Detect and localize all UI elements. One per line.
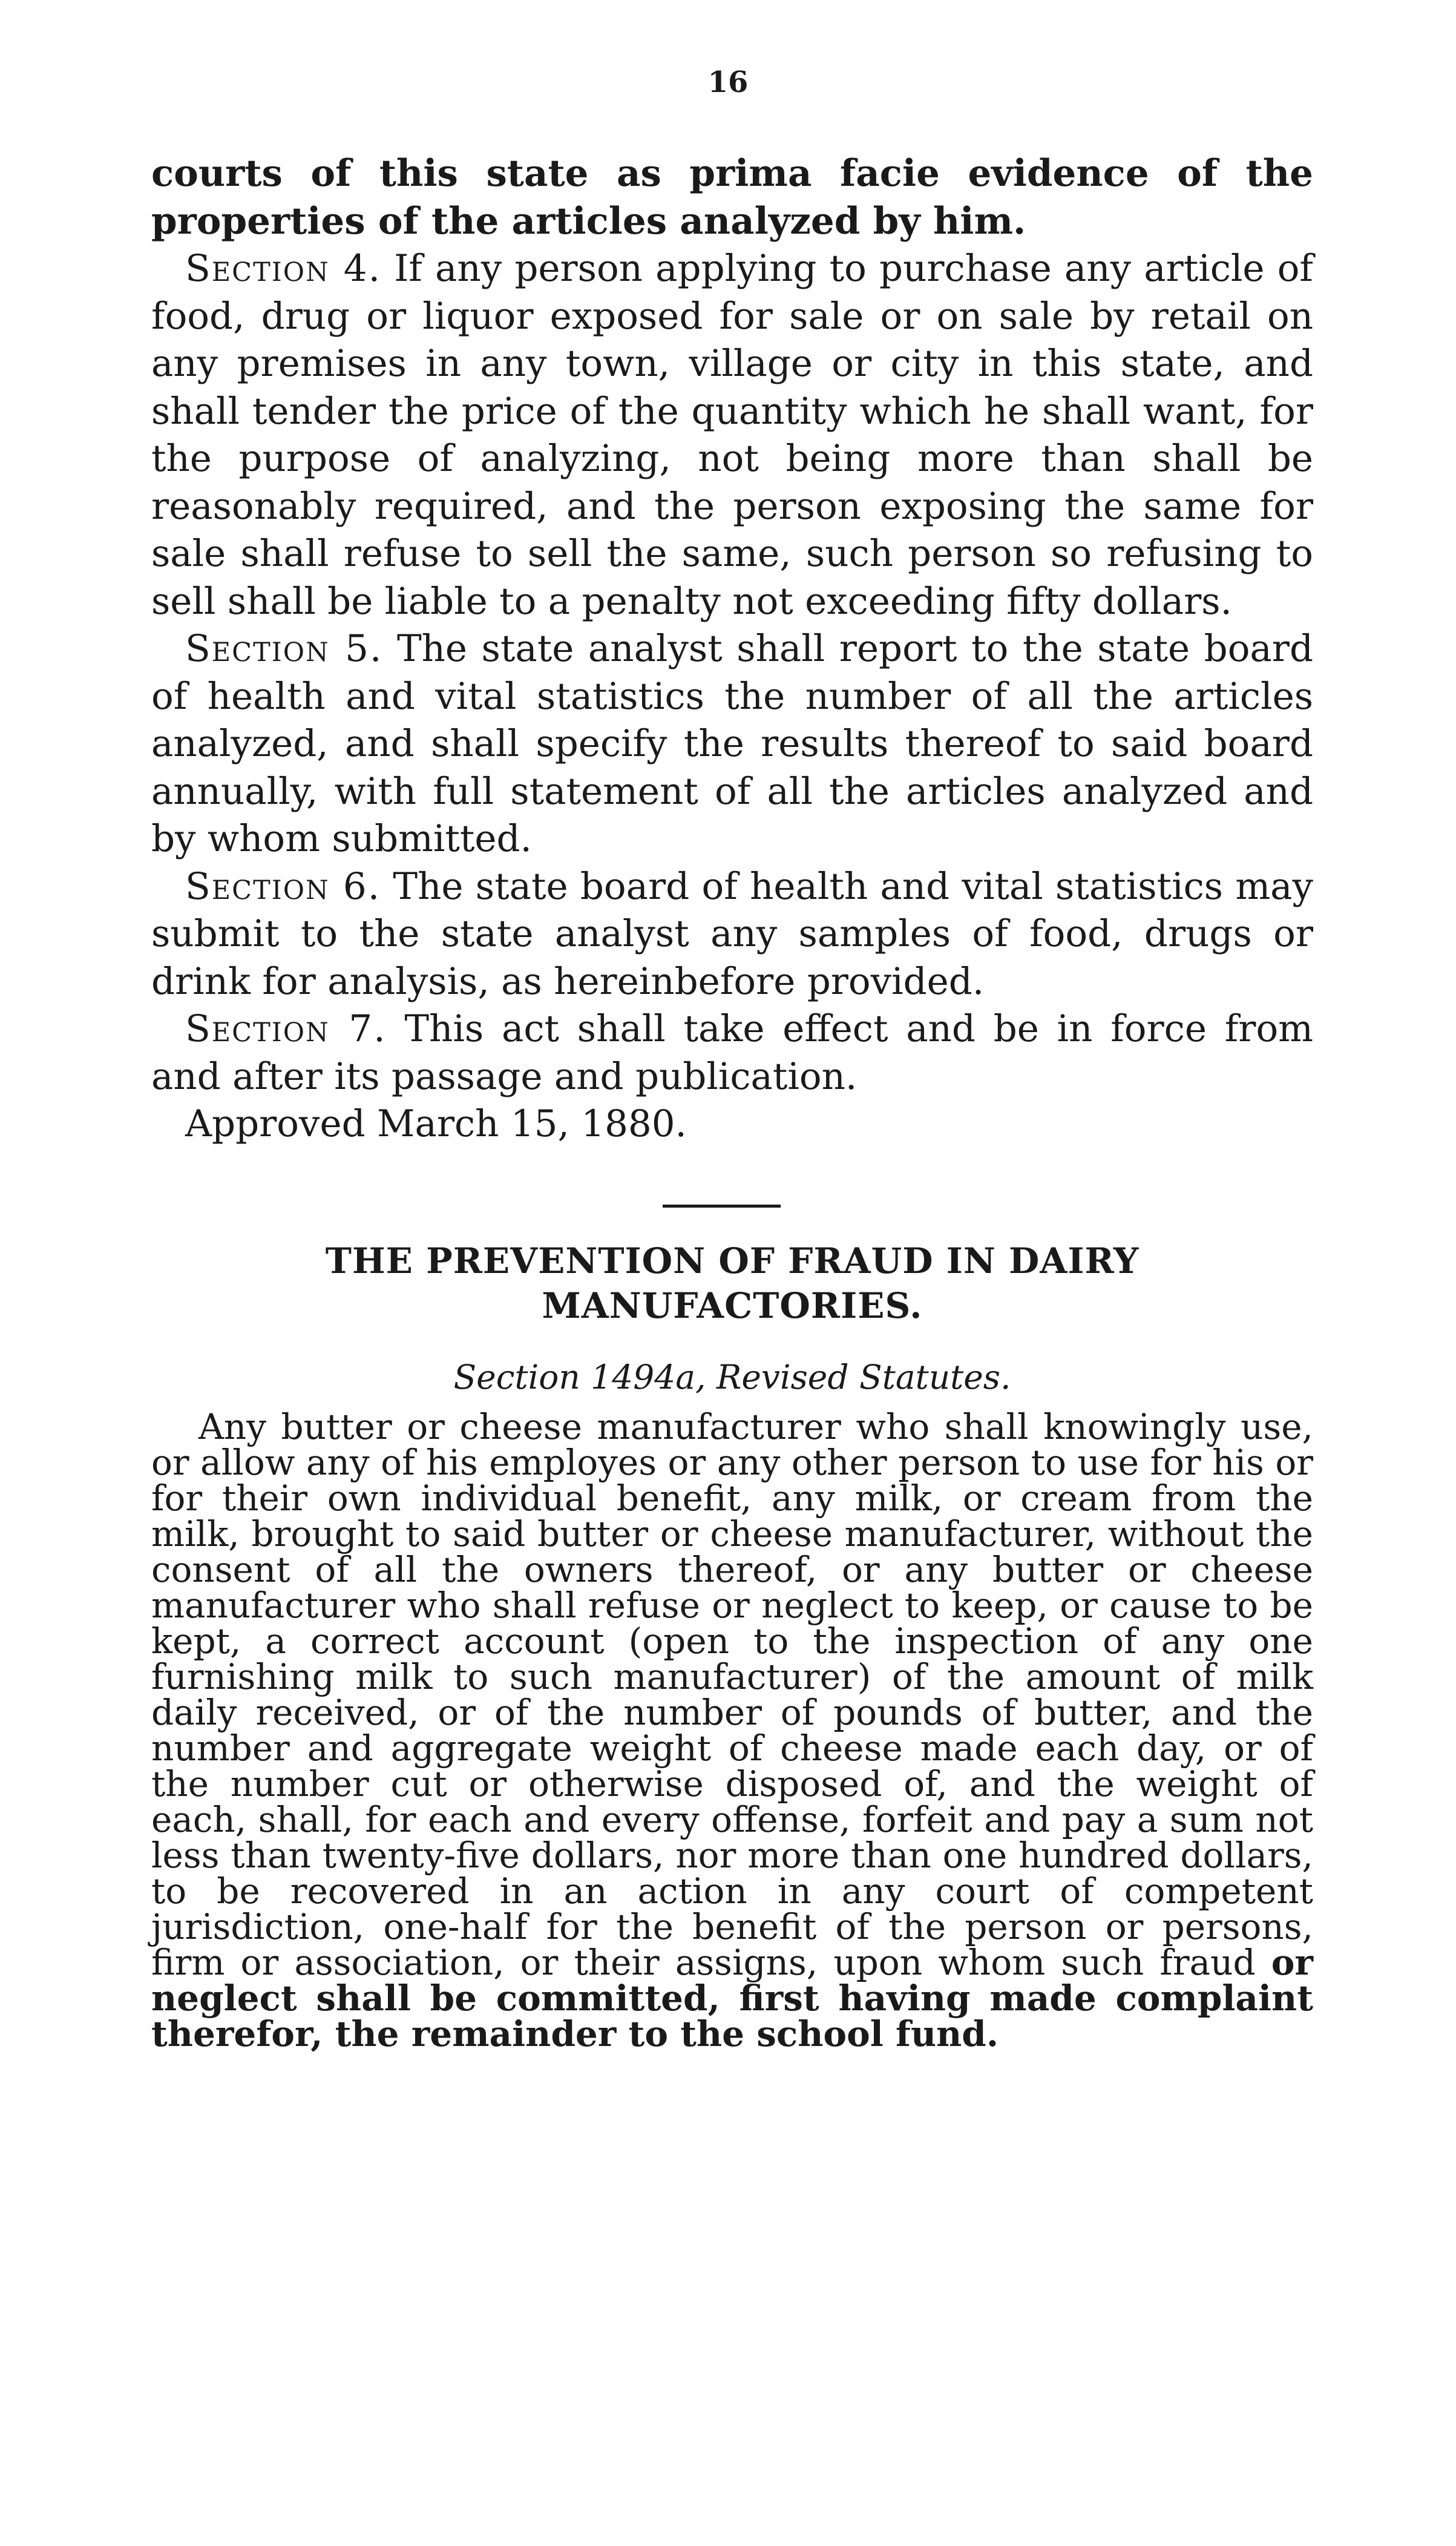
dairy-fraud-paragraph <box>151 1406 1313 2054</box>
section-7-paragraph <box>151 1005 1313 1100</box>
section-4-paragraph <box>151 245 1313 625</box>
section-7-label: Section 7. <box>185 1007 387 1050</box>
page-number: 16 <box>707 65 749 99</box>
section-4-text: If any person applying to purchase any article of food, drug or liquor exposed for sale or on sale by retail on any premises in any town, village or city in this state, and shall tender the price of the quantity which he shall want, for the purpose of analyzing, not being more than shall be reasonably required, and the person exposing the same for sale shall refuse to sell the same, such person so refusing to sell shall be liable to a penalty not exceeding fifty dollars. <box>151 247 1314 623</box>
section-5-paragraph <box>151 625 1313 863</box>
approval-date: Approved March 15, 1880. <box>185 1102 687 1145</box>
section-4-label: Section 4. <box>185 247 382 290</box>
dairy-fraud-body-tail: or neglect shall be committed, first having made complaint therefor, the remainder to the school fund. <box>151 1942 1313 2054</box>
continued-paragraph: courts of this state as prima facie evidence of the properties of the articles analyzed by him. <box>151 152 1313 243</box>
section-5-text: The state analyst shall report to the state board of health and vital statistics the number of all the articles analyzed, and shall specify the results thereof to said board annually, with full statement of all the articles analyzed and by whom submitted. <box>151 627 1313 860</box>
statute-reference: Section 1494a, Revised Statutes. <box>453 1358 1011 1396</box>
dairy-fraud-body: Any butter or cheese manufacturer who shall knowingly use, or allow any of his employes or any other person to use for his or for their own individual benefit, any milk, or cream from the milk, brought to said butter or cheese manufacturer, without the consent of all the owners thereof, or any butter or cheese manufacturer who shall refuse or neglect to keep, or cause to be kept, a correct account (open to the inspection of any one furnishing milk to such manufacturer) of the amount of milk daily received, or of the number of pounds of butter, and the number and aggregate weight of cheese made each day, or of the number cut or otherwise disposed of, and the weight of each, shall, for each and every offense, forfeit and pay a sum not less than twenty-five dollars, nor more than one hundred dollars, to be recovered in an action in any court of competent jurisdiction, one-half for the benefit of the person or persons, firm or association, or their assigns, upon whom such fraud <box>151 1406 1313 1983</box>
section-divider <box>663 1205 781 1208</box>
dairy-fraud-statute <box>151 1406 1313 2054</box>
section-6-label: Section 6. <box>185 864 381 908</box>
section-6-paragraph <box>151 863 1313 1006</box>
statute-sections <box>151 150 1313 1148</box>
dairy-fraud-heading: THE PREVENTION OF FRAUD IN DAIRY MANUFACTORIES. <box>325 1240 1140 1326</box>
section-6-text: The state board of health and vital statistics may submit to the state analyst any samples of food, drugs or drink for analysis, as hereinbefore provided. <box>151 864 1313 1003</box>
section-7-text: This act shall take effect and be in force from and after its passage and publication. <box>151 1007 1314 1098</box>
section-5-label: Section 5. <box>185 627 383 670</box>
